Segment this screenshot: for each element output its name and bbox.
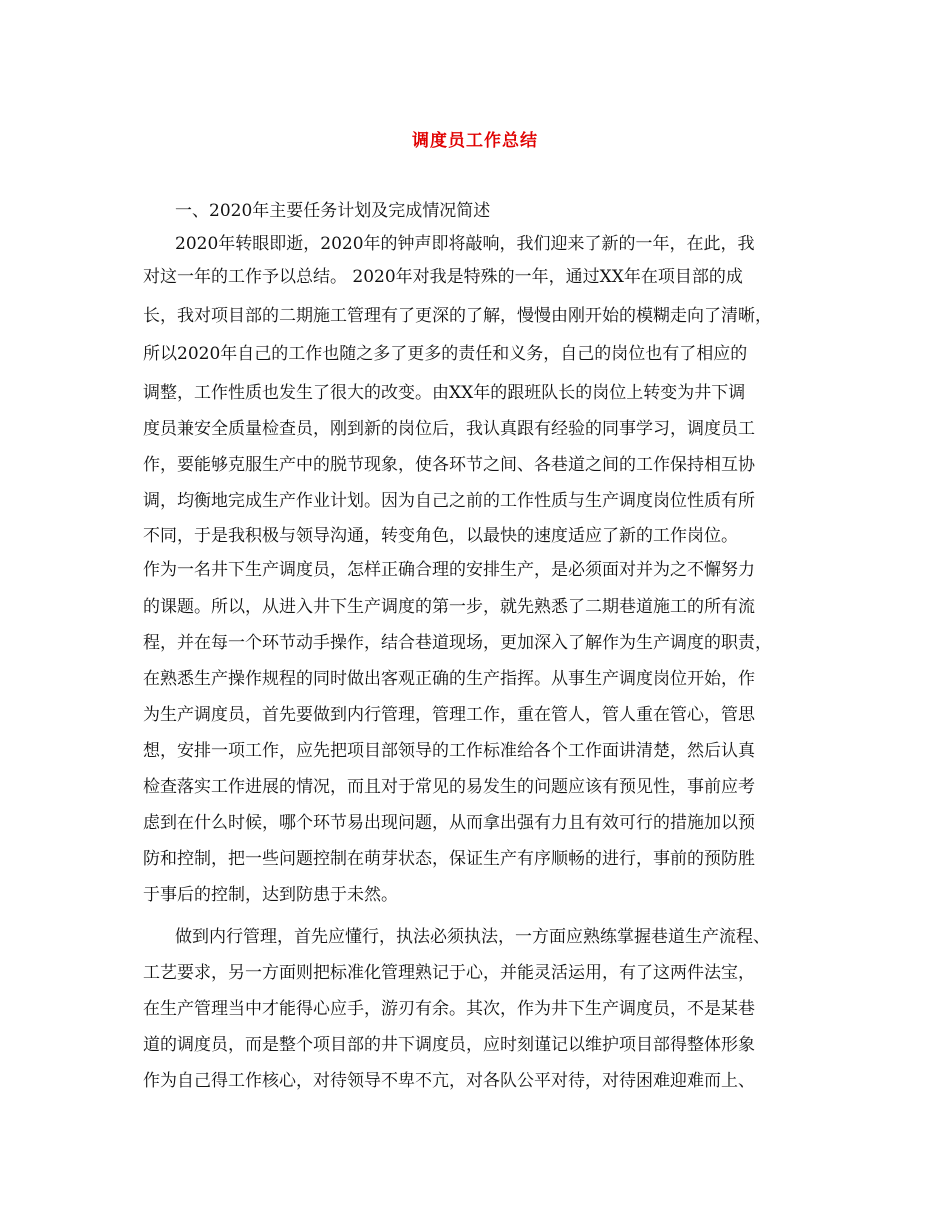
document-title: 调度员工作总结 <box>412 131 538 151</box>
body-line: 防和控制，把一些问题控制在萌芽状态，保证生产有序顺畅的进行，事前的预防胜 <box>143 849 755 869</box>
body-line: 程，并在每一个环节动手操作，结合巷道现场，更加深入了解作为生产调度的职责， <box>143 633 772 653</box>
body-line: 长，我对项目部的二期施工管理有了更深的了解，慢慢由刚开始的模糊走向了清晰， <box>143 306 772 326</box>
body-line: 对这一年的工作予以总结。 2020年对我是特殊的一年，通过XX年在项目部的成 <box>143 267 743 287</box>
body-line: 调整，工作性质也发生了很大的改变。由XX年的跟班队长的岗位上转变为井下调 <box>143 383 746 403</box>
body-line: 在熟悉生产操作规程的同时做出客观正确的生产指挥。从事生产调度岗位开始，作 <box>143 669 755 689</box>
body-line: 道的调度员，而是整个项目部的井下调度员，应时刻谨记以维护项目部得整体形象 <box>143 1035 755 1055</box>
body-line: 作为一名井下生产调度员，怎样正确合理的安排生产，是必须面对并为之不懈努力 <box>143 560 755 580</box>
body-line: 在生产管理当中才能得心应手，游刃有余。其次，作为井下生产调度员，不是某巷 <box>143 999 755 1019</box>
body-line: 度员兼安全质量检查员，刚到新的岗位后，我认真跟有经验的同事学习，调度员工 <box>143 419 755 439</box>
body-line: 做到内行管理，首先应懂行，执法必须执法，一方面应熟练掌握巷道生产流程、 <box>175 927 770 947</box>
body-line: 调，均衡地完成生产作业计划。因为自己之前的工作性质与生产调度岗位性质有所 <box>143 491 755 511</box>
body-line: 作为自己得工作核心，对待领导不卑不亢，对各队公平对待，对待困难迎难而上、 <box>143 1071 755 1091</box>
body-line: 想，安排一项工作，应先把项目部领导的工作标准给各个工作面讲清楚，然后认真 <box>143 741 755 761</box>
section-heading: 一、2020年主要任务计划及完成情况简述 <box>175 201 491 221</box>
body-line: 的课题。所以，从进入井下生产调度的第一步，就先熟悉了二期巷道施工的所有流 <box>143 597 755 617</box>
body-line: 不同，于是我积极与领导沟通，转变角色，以最快的速度适应了新的工作岗位。 <box>143 526 738 546</box>
body-line: 虑到在什么时候，哪个环节易出现问题，从而拿出强有力且有效可行的措施加以预 <box>143 813 755 833</box>
body-line: 作，要能够克服生产中的脱节现象，使各环节之间、各巷道之间的工作保持相互协 <box>143 455 755 475</box>
body-line: 为生产调度员，首先要做到内行管理，管理工作，重在管人，管人重在管心，管思 <box>143 705 755 725</box>
body-line: 2020年转眼即逝，2020年的钟声即将敲响，我们迎来了新的一年，在此，我 <box>175 234 755 254</box>
body-line: 于事后的控制，达到防患于未然。 <box>143 885 398 905</box>
body-line: 检查落实工作进展的情况，而且对于常见的易发生的问题应该有预见性，事前应考 <box>143 777 755 797</box>
body-line: 所以2020年自己的工作也随之多了更多的责任和义务，自己的岗位也有了相应的 <box>143 344 748 364</box>
body-line: 工艺要求，另一方面则把标准化管理熟记于心，并能灵活运用，有了这两件法宝， <box>143 963 755 983</box>
